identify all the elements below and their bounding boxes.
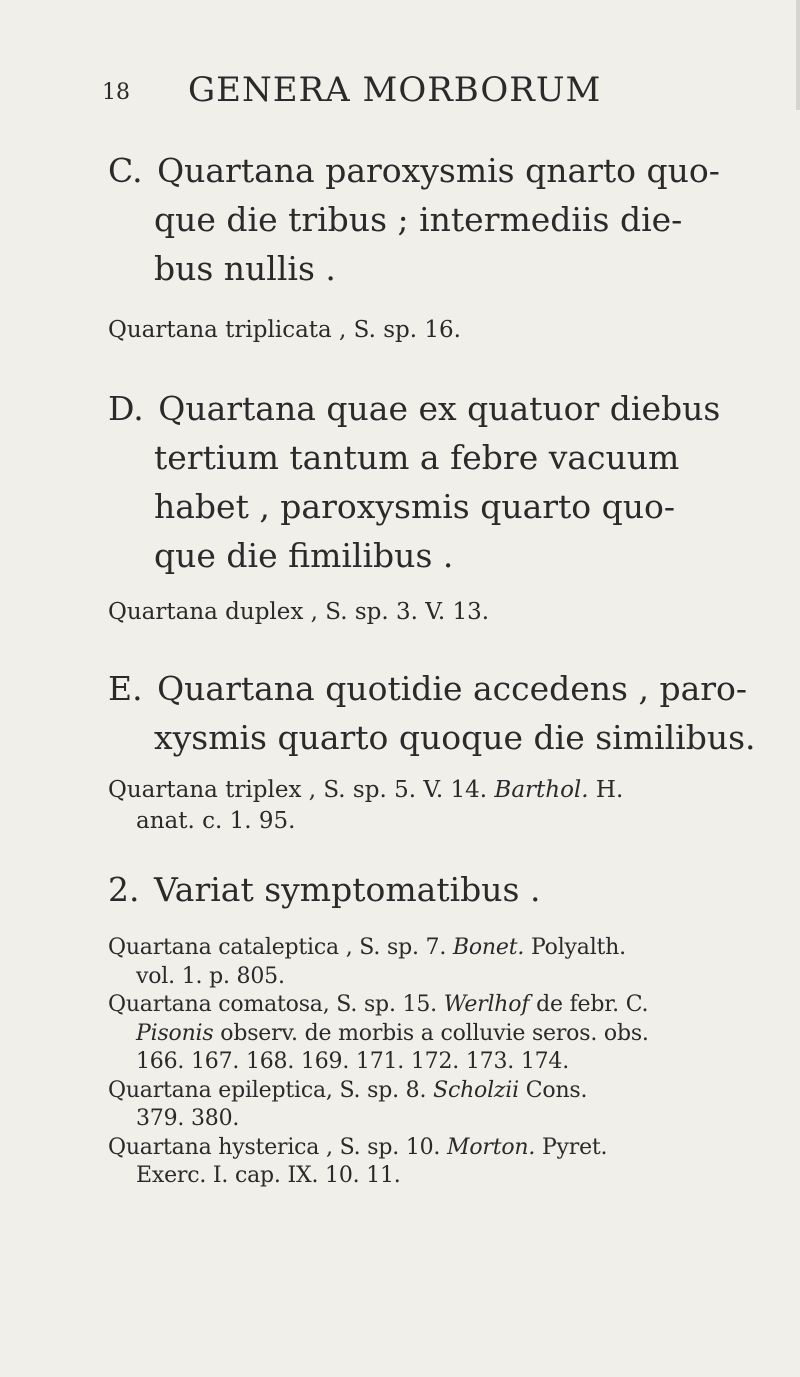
reference-d (108, 597, 783, 628)
page-number: 18 (102, 80, 130, 105)
page-header (102, 68, 742, 118)
reference-text: de febr. C. (529, 992, 649, 1017)
reference-line: Quartana triplicata , S. sp. 16. (108, 317, 461, 343)
running-title: GENERA MORBORUM (188, 70, 602, 110)
references-2 (108, 934, 783, 1191)
reference-e (108, 775, 783, 837)
entry-text-line: que die tribus ; intermediis die- (154, 200, 683, 239)
author-name: Scholzii (433, 1077, 519, 1103)
page-edge-shadow (796, 0, 800, 110)
author-name: Werlhof (443, 992, 530, 1017)
entry-d (108, 384, 768, 580)
reference-text: Quartana epileptica, S. sp. 8. (108, 1077, 434, 1103)
reference-line: 166. 167. 168. 169. 171. 172. 173. 174. (136, 1049, 570, 1074)
entry-marker: C. (108, 151, 143, 190)
reference-text: observ. de morbis a colluvie seros. obs. (213, 1020, 649, 1046)
entry-marker: D. (108, 389, 144, 428)
entry-e (108, 664, 768, 762)
author-name: Bonet. (452, 935, 525, 960)
entry-marker: E. (108, 669, 143, 708)
reference-text: Quartana triplex , S. sp. 5. V. 14. (108, 777, 495, 803)
entry-text-line: Quartana quae ex quatuor diebus (158, 389, 721, 428)
reference-line: Quartana duplex , S. sp. 3. V. 13. (108, 599, 490, 625)
entry-text-line: xysmis quarto quoque die similibus. (154, 718, 756, 757)
author-name: Pisonis (136, 1020, 214, 1046)
reference-line: vol. 1. p. 805. (136, 963, 285, 989)
entry-text-line: tertium tantum a febre vacuum (154, 438, 680, 477)
entry-text-line: Variat symptomatibus . (154, 870, 541, 909)
reference-text: Quartana comatosa, S. sp. 15. (108, 992, 444, 1017)
reference-line: anat. c. 1. 95. (136, 808, 296, 834)
entry-c (108, 146, 768, 293)
entry-marker: 2. (108, 870, 140, 909)
entry-text-line: Quartana quotidie accedens , paro- (157, 669, 748, 708)
author-name: Morton. (447, 1134, 536, 1160)
reference-text: Cons. (518, 1077, 588, 1103)
reference-c (108, 315, 783, 346)
reference-text: Polyalth. (524, 935, 626, 960)
entry-text-line: que die fimilibus . (154, 536, 454, 575)
reference-text: Quartana cataleptica , S. sp. 7. (108, 935, 453, 960)
entry-text-line: Quartana paroxysmis qnarto quo- (157, 151, 720, 190)
reference-line: 379. 380. (136, 1106, 240, 1131)
reference-text: H. (588, 777, 624, 803)
entry-text-line: habet , paroxysmis quarto quo- (154, 487, 676, 526)
reference-text: Quartana hysterica , S. sp. 10. (108, 1134, 448, 1160)
author-name: Barthol. (494, 777, 589, 803)
entry-2 (108, 865, 768, 914)
entry-text-line: bus nullis . (154, 249, 336, 288)
reference-text: Pyret. (535, 1134, 608, 1160)
reference-line: Exerc. I. cap. IX. 10. 11. (136, 1163, 401, 1188)
